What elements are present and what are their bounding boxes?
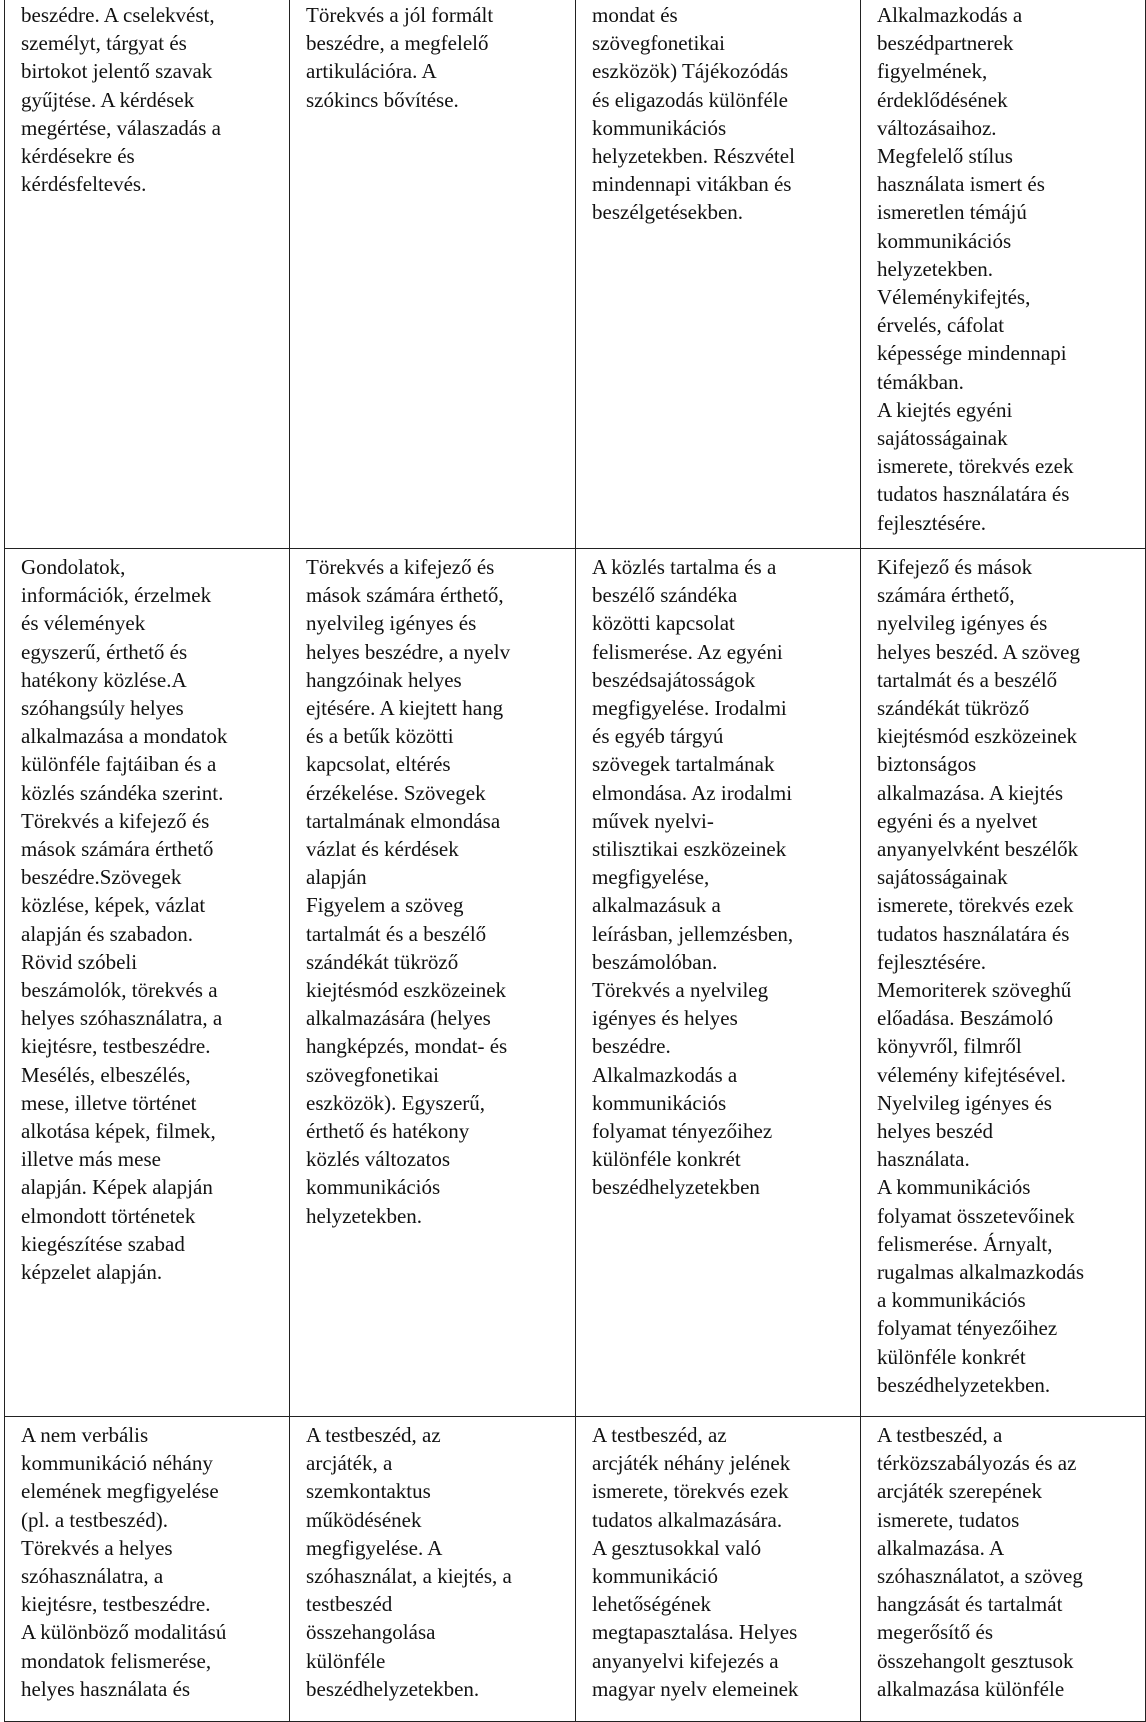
cell-text-line: Törekvés a nyelvileg bbox=[592, 978, 769, 1003]
cell-text-line: nyelvileg igényes és bbox=[306, 611, 477, 636]
cell-text-line: beszédhelyzetekben bbox=[592, 1175, 760, 1200]
cell-text-line: beszédre. A cselekvést, bbox=[21, 3, 215, 27]
cell-text-line: alkalmazása. A bbox=[877, 1535, 1005, 1560]
cell-text-line: megértése, válaszadás a bbox=[21, 115, 221, 140]
cell-text-line: A nem verbális bbox=[21, 1423, 149, 1447]
cell-text-line: személyt, tárgyat és bbox=[21, 31, 187, 56]
cell-text-line: megtapasztalása. Helyes bbox=[592, 1620, 798, 1645]
cell-text-line: Törekvés a kifejező és bbox=[21, 808, 210, 833]
cell-text-line: különféle konkrét bbox=[877, 1344, 1026, 1369]
cell-text-line: beszámolóban. bbox=[592, 949, 718, 974]
cell-text-line: érzékelése. Szövegek bbox=[306, 780, 486, 805]
cell-text-line: Alkalmazkodás a bbox=[877, 3, 1023, 27]
cell-text-line: tudatos alkalmazására. bbox=[592, 1507, 783, 1532]
cell-text-line: működésének bbox=[306, 1507, 422, 1532]
cell-text-line: folyamat tényezőihez bbox=[592, 1119, 773, 1144]
cell-text-line: alkalmazása a mondatok bbox=[21, 724, 228, 749]
cell-text-line: előadása. Beszámoló bbox=[877, 1006, 1054, 1031]
cell-text-line: beszámolók, törekvés a bbox=[21, 978, 218, 1003]
cell-text-line: Megfelelő stílus bbox=[877, 144, 1013, 169]
cell-text-line: szándékát tükröző bbox=[877, 696, 1030, 721]
cell-text-line: különféle konkrét bbox=[592, 1147, 741, 1172]
cell-text-line: A közlés tartalma és a bbox=[592, 555, 777, 579]
cell-text-line: fejlesztésére. bbox=[877, 510, 987, 535]
cell-text-line: alkotása képek, filmek, bbox=[21, 1119, 216, 1144]
cell-text-line: ejtésére. A kiejtett hang bbox=[306, 696, 504, 721]
cell-text-line: Rövid szóbeli bbox=[21, 949, 138, 974]
cell-text-line: közötti kapcsolat bbox=[592, 611, 735, 636]
cell-text-line: Memoriterek szöveghű bbox=[877, 978, 1072, 1003]
table-cell bbox=[861, 1417, 1146, 1722]
cell-text-line: sajátosságainak bbox=[877, 865, 1008, 890]
table-cell bbox=[861, 549, 1146, 1417]
cell-text-line: információk, érzelmek bbox=[21, 583, 212, 608]
cell-text-line: mindennapi vitákban és bbox=[592, 172, 792, 197]
cell-text-line: szóhangsúly helyes bbox=[21, 696, 184, 721]
cell-text-line: anyanyelvi kifejezés a bbox=[592, 1648, 779, 1673]
cell-text-line: közlés szándéka szerint. bbox=[21, 780, 224, 805]
cell-text-line: szövegek tartalmának bbox=[592, 752, 775, 777]
table-row bbox=[5, 549, 1146, 1417]
table-cell bbox=[5, 0, 290, 549]
cell-text-line: szándékát tükröző bbox=[306, 949, 459, 974]
table-row bbox=[5, 0, 1146, 549]
cell-text-line: arcjáték szerepének bbox=[877, 1479, 1042, 1504]
cell-text-line: A testbeszéd, a bbox=[877, 1423, 1003, 1447]
cell-text-line: hangképzés, mondat- és bbox=[306, 1034, 508, 1059]
cell-text-line: testbeszéd bbox=[306, 1592, 393, 1617]
cell-text-line: folyamat összetevőinek bbox=[877, 1203, 1075, 1228]
cell-text-line: A kommunikációs bbox=[877, 1175, 1031, 1200]
cell-text-line: tudatos használatára és bbox=[877, 482, 1070, 507]
cell-text-line: anyanyelvként beszélők bbox=[877, 837, 1079, 862]
cell-text-line: közlése, képek, vázlat bbox=[21, 893, 206, 918]
table-cell bbox=[5, 549, 290, 1417]
cell-text-line: arcjáték néhány jelének bbox=[592, 1451, 791, 1476]
cell-text-line: térközszabályozás és az bbox=[877, 1451, 1077, 1476]
cell-text-line: nyelvileg igényes és bbox=[877, 611, 1048, 636]
cell-text-line: eszközök). Egyszerű, bbox=[306, 1090, 486, 1115]
cell-text-line: kommunikációs bbox=[877, 228, 1012, 253]
cell-text-line: használata ismert és bbox=[877, 172, 1045, 197]
cell-text-line: beszédre, a megfelelő bbox=[306, 31, 489, 56]
cell-text-line: különféle fajtáiban és a bbox=[21, 752, 217, 777]
cell-text-line: szövegfonetikai bbox=[592, 31, 725, 56]
cell-text-line: Véleménykifejtés, bbox=[877, 285, 1031, 310]
cell-text-line: kiegészítése szabad bbox=[21, 1231, 185, 1256]
cell-text-line: Figyelem a szöveg bbox=[306, 893, 464, 918]
cell-text-line: képessége mindennapi bbox=[877, 341, 1067, 366]
cell-text-line: szóhasználat, a kiejtés, a bbox=[306, 1564, 512, 1589]
cell-text-line: kapcsolat, eltérés bbox=[306, 752, 451, 777]
cell-text-line: összehangolt gesztusok bbox=[877, 1648, 1074, 1673]
cell-text-line: beszédpartnerek bbox=[877, 31, 1014, 56]
cell-text-line: A gesztusokkal való bbox=[592, 1535, 762, 1560]
cell-text-line: Nyelvileg igényes és bbox=[877, 1090, 1052, 1115]
cell-text-line: kiejtésre, testbeszédre. bbox=[21, 1592, 211, 1617]
cell-text-line: elmondott történetek bbox=[21, 1203, 196, 1228]
cell-text-line: témákban. bbox=[877, 369, 964, 394]
cell-text-line: tartalmát és a beszélő bbox=[877, 667, 1058, 692]
cell-text-line: egyszerű, érthető és bbox=[21, 639, 188, 664]
cell-text-line: A kiejtés egyéni bbox=[877, 397, 1013, 422]
cell-text-line: (pl. a testbeszéd). bbox=[21, 1507, 168, 1532]
cell-text-line: érthető és hatékony bbox=[306, 1119, 470, 1144]
cell-text-line: megerősítő és bbox=[877, 1620, 994, 1645]
cell-text-line: szövegfonetikai bbox=[306, 1062, 439, 1087]
cell-text-line: hangzóinak helyes bbox=[306, 667, 462, 692]
cell-text-line: mások számára érthető bbox=[21, 837, 214, 862]
cell-text-line: fejlesztésére. bbox=[877, 949, 987, 974]
cell-text-line: kiejtésmód eszközeinek bbox=[877, 724, 1078, 749]
cell-text-line: hangzását és tartalmát bbox=[877, 1592, 1063, 1617]
cell-text-line: alapján bbox=[306, 865, 367, 890]
cell-text-line: szóhasználatot, a szöveg bbox=[877, 1564, 1083, 1589]
cell-text-line: megfigyelése. Irodalmi bbox=[592, 696, 787, 721]
cell-text-line: és egyéb tárgyú bbox=[592, 724, 724, 749]
cell-text-line: művek nyelvi- bbox=[592, 808, 714, 833]
cell-text-line: A testbeszéd, az bbox=[592, 1423, 727, 1447]
table-cell bbox=[290, 0, 576, 549]
table-cell bbox=[861, 0, 1146, 549]
cell-text-line: egyéni és a nyelvet bbox=[877, 808, 1038, 833]
cell-text-line: mások számára érthető, bbox=[306, 583, 504, 608]
cell-text-line: beszélgetésekben. bbox=[592, 200, 744, 225]
cell-text-line: és vélemények bbox=[21, 611, 146, 636]
cell-text-line: különféle bbox=[306, 1648, 386, 1673]
cell-text-line: leírásban, jellemzésben, bbox=[592, 921, 794, 946]
cell-text-line: birtokot jelentő szavak bbox=[21, 59, 213, 84]
cell-text-line: megfigyelése, bbox=[592, 865, 710, 890]
cell-text-line: igényes és helyes bbox=[592, 1006, 738, 1031]
cell-text-line: biztonságos bbox=[877, 752, 977, 777]
cell-text-line: megfigyelése. A bbox=[306, 1535, 443, 1560]
cell-text-line: Törekvés a helyes bbox=[21, 1535, 173, 1560]
cell-text-line: helyzetekben. bbox=[306, 1203, 423, 1228]
curriculum-table bbox=[4, 0, 1146, 1722]
cell-text-line: alkalmazására (helyes bbox=[306, 1006, 491, 1031]
cell-text-line: lehetőségének bbox=[592, 1592, 711, 1617]
table-cell bbox=[290, 549, 576, 1417]
cell-text-line: Törekvés a kifejező és bbox=[306, 555, 495, 579]
cell-text-line: Gondolatok, bbox=[21, 555, 126, 579]
cell-text-line: Kifejező és mások bbox=[877, 555, 1033, 579]
cell-text-line: beszédhelyzetekben. bbox=[306, 1676, 480, 1701]
cell-text-line: figyelmének, bbox=[877, 59, 988, 84]
cell-text-line: tudatos használatára és bbox=[877, 921, 1070, 946]
cell-text-line: helyes beszédre, a nyelv bbox=[306, 639, 511, 664]
cell-text-line: kommunikációs bbox=[592, 115, 727, 140]
cell-text-line: beszédsajátosságok bbox=[592, 667, 756, 692]
cell-text-line: hatékony közlése.A bbox=[21, 667, 187, 692]
cell-text-line: eszközök) Tájékozódás bbox=[592, 59, 789, 84]
cell-text-line: és a betűk közötti bbox=[306, 724, 454, 749]
cell-text-line: számára érthető, bbox=[877, 583, 1015, 608]
cell-text-line: és eligazodás különféle bbox=[592, 87, 788, 112]
cell-text-line: szókincs bővítése. bbox=[306, 87, 459, 112]
cell-text-line: érvelés, cáfolat bbox=[877, 313, 1005, 338]
cell-text-line: alkalmazása. A kiejtés bbox=[877, 780, 1064, 805]
cell-text-line: Törekvés a jól formált bbox=[306, 3, 494, 27]
cell-text-line: kommunikációs bbox=[306, 1175, 441, 1200]
cell-text-line: elemének megfigyelése bbox=[21, 1479, 219, 1504]
cell-text-line: gyűjtése. A kérdések bbox=[21, 87, 195, 112]
cell-text-line: arcjáték, a bbox=[306, 1451, 393, 1476]
cell-text-line: kommunikációs bbox=[592, 1090, 727, 1115]
cell-text-line: helyes beszéd. A szöveg bbox=[877, 639, 1080, 664]
cell-text-line: kommunikáció bbox=[592, 1564, 718, 1589]
cell-text-line: Mesélés, elbeszélés, bbox=[21, 1062, 191, 1087]
cell-text-line: érdeklődésének bbox=[877, 87, 1008, 112]
table-cell bbox=[576, 0, 861, 549]
cell-text-line: tartalmának elmondása bbox=[306, 808, 501, 833]
cell-text-line: felismerése. Árnyalt, bbox=[877, 1231, 1053, 1256]
cell-text-line: folyamat tényezőihez bbox=[877, 1316, 1058, 1341]
table-body bbox=[5, 0, 1146, 1722]
cell-text-line: vélemény kifejtésével. bbox=[877, 1062, 1066, 1087]
cell-text-line: beszédhelyzetekben. bbox=[877, 1372, 1051, 1397]
cell-text-line: alapján. Képek alapján bbox=[21, 1175, 213, 1200]
cell-text-line: magyar nyelv elemeinek bbox=[592, 1676, 799, 1701]
cell-text-line: ismerete, törekvés ezek bbox=[592, 1479, 789, 1504]
cell-text-line: elmondása. Az irodalmi bbox=[592, 780, 793, 805]
cell-text-line: helyzetekben. bbox=[877, 256, 994, 281]
table-cell bbox=[576, 1417, 861, 1722]
cell-text-line: A különböző modalitású bbox=[21, 1620, 227, 1645]
cell-text-line: használata. bbox=[877, 1147, 970, 1172]
cell-text-line: rugalmas alkalmazkodás bbox=[877, 1260, 1085, 1285]
cell-text-line: alkalmazásuk a bbox=[592, 893, 721, 918]
cell-text-line: A testbeszéd, az bbox=[306, 1423, 441, 1447]
cell-text-line: ismeretlen témájú bbox=[877, 200, 1027, 225]
cell-text-line: ismerete, törekvés ezek bbox=[877, 893, 1074, 918]
cell-text-line: helyes szóhasználatra, a bbox=[21, 1006, 223, 1031]
cell-text-line: ismerete, tudatos bbox=[877, 1507, 1020, 1532]
cell-text-line: artikulációra. A bbox=[306, 59, 437, 84]
cell-text-line: sajátosságainak bbox=[877, 426, 1008, 451]
cell-text-line: beszédre. bbox=[592, 1034, 671, 1059]
cell-text-line: helyes használata és bbox=[21, 1676, 191, 1701]
cell-text-line: helyzetekben. Részvétel bbox=[592, 144, 795, 169]
cell-text-line: illetve más mese bbox=[21, 1147, 161, 1172]
cell-text-line: alapján és szabadon. bbox=[21, 921, 194, 946]
cell-text-line: változásaihoz. bbox=[877, 115, 997, 140]
cell-text-line: kiejtésre, testbeszédre. bbox=[21, 1034, 211, 1059]
cell-text-line: kérdésekre és bbox=[21, 144, 135, 169]
cell-text-line: beszélő szándéka bbox=[592, 583, 738, 608]
cell-text-line: helyes beszéd bbox=[877, 1119, 994, 1144]
cell-text-line: képzelet alapján. bbox=[21, 1260, 163, 1285]
cell-text-line: vázlat és kérdések bbox=[306, 837, 459, 862]
cell-text-line: összehangolása bbox=[306, 1620, 436, 1645]
cell-text-line: kiejtésmód eszközeinek bbox=[306, 978, 507, 1003]
cell-text-line: szóhasználatra, a bbox=[21, 1564, 164, 1589]
cell-text-line: stilisztikai eszközeinek bbox=[592, 837, 787, 862]
cell-text-line: a kommunikációs bbox=[877, 1288, 1026, 1313]
cell-text-line: könyvről, filmről bbox=[877, 1034, 1022, 1059]
cell-text-line: Alkalmazkodás a bbox=[592, 1062, 738, 1087]
table-cell bbox=[290, 1417, 576, 1722]
cell-text-line: ismerete, törekvés ezek bbox=[877, 454, 1074, 479]
cell-text-line: mondatok felismerése, bbox=[21, 1648, 212, 1673]
cell-text-line: kérdésfeltevés. bbox=[21, 172, 147, 197]
table-row bbox=[5, 1417, 1146, 1722]
cell-text-line: felismerése. Az egyéni bbox=[592, 639, 783, 664]
table-cell bbox=[576, 549, 861, 1417]
cell-text-line: közlés változatos bbox=[306, 1147, 451, 1172]
cell-text-line: kommunikáció néhány bbox=[21, 1451, 213, 1476]
cell-text-line: szemkontaktus bbox=[306, 1479, 431, 1504]
cell-text-line: alkalmazása különféle bbox=[877, 1676, 1065, 1701]
cell-text-line: tartalmát és a beszélő bbox=[306, 921, 487, 946]
cell-text-line: mondat és bbox=[592, 3, 678, 27]
cell-text-line: mese, illetve történet bbox=[21, 1090, 197, 1115]
table-cell bbox=[5, 1417, 290, 1722]
cell-text-line: beszédre.Szövegek bbox=[21, 865, 182, 890]
